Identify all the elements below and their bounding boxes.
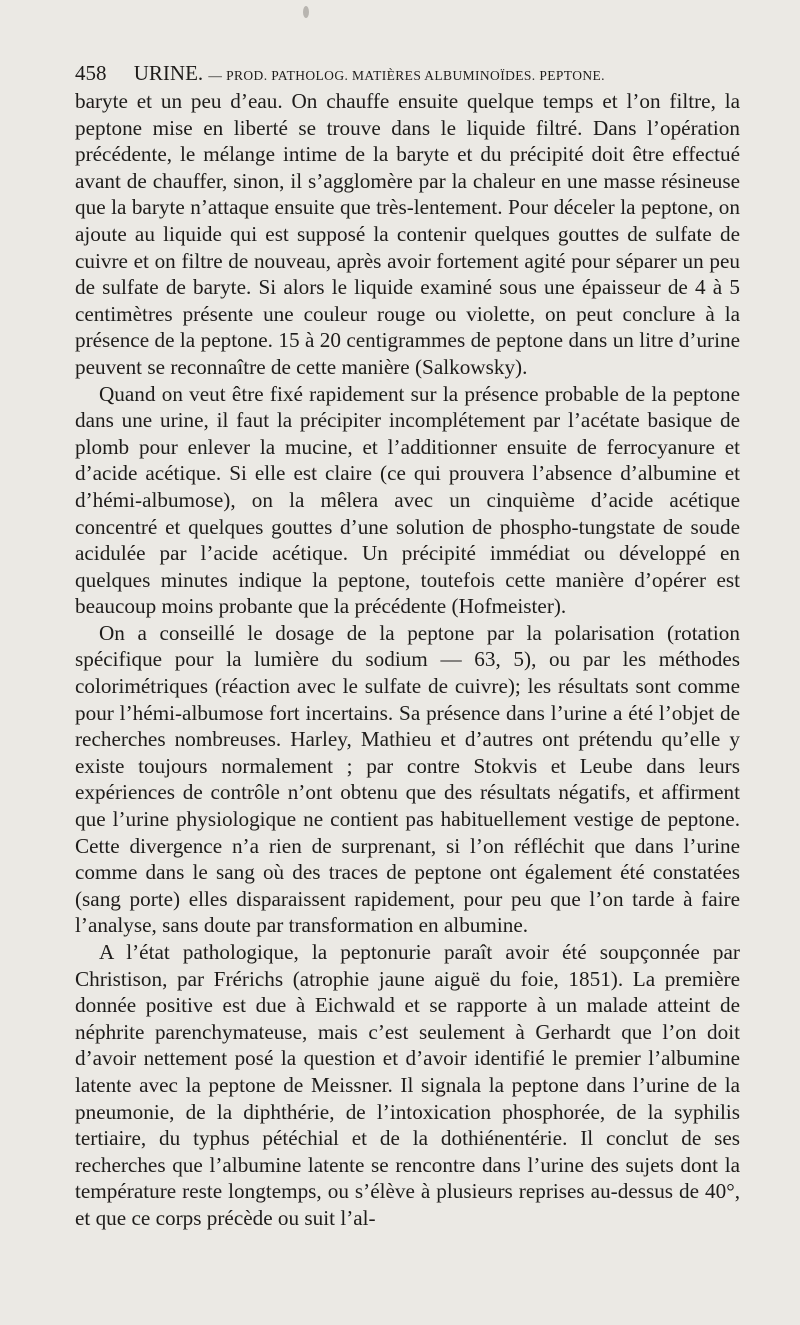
paragraph-1: baryte et un peu d’eau. On chauffe ensuite quelque temps et l’on filtre, la peptone mise en liberté se trouve dans le liquide filtré. Dans l’opération précédente, le mélange intime de la baryte et du précipité doit être effectué avant de chauffer, sinon, il s’agglomère par la chaleur en une masse résineuse que la baryte n’attaque ensuite que très-lentement. Pour déceler la peptone, on ajoute au liquide qui est supposé la contenir quelques gouttes de sulfate de cuivre et on filtre de nouveau, après avoir fortement agité pour séparer un peu de sulfate de baryte. Si alors le liquide examiné sous une épaisseur de 4 à 5 centimètres présente une couleur rouge ou violette, on peut conclure à la présence de la peptone. 15 à 20 centigrammes de peptone dans un litre d’urine peuvent se reconnaître de cette manière (Salkowsky). — [75, 89, 740, 379]
running-title: — PROD. PATHOLOG. MATIÈRES ALBUMINOÏDES. PEPTONE. — [208, 68, 605, 83]
running-header — [75, 58, 740, 88]
page-number: 458 — [75, 61, 107, 85]
paragraph-4: A l’état pathologique, la peptonurie paraît avoir été soupçonnée par Christison, par Frérichs (atrophie jaune aiguë du foie, 1851). La première donnée positive est due à Eichwald et se rapporte à un malade atteint de néphrite parenchymateuse, mais c’est seulement à Gerhardt que l’on doit d’avoir nettement posé la question et d’avoir identifié le premier l’albumine latente avec la peptone de Meissner. Il signala la peptone dans l’urine de la pneumonie, de la diphthérie, de l’intoxication phosphorée, de la syphilis tertiaire, du typhus pétéchial et de la dothiénentérie. Il conclut de ses recherches que l’albumine latente se rencontre dans l’urine des sujets dont la température reste longtemps, ou s’élève à plusieurs reprises au-dessus de 40°, et que ce corps précède ou suit l’al- — [75, 940, 740, 1230]
page-speck — [303, 6, 309, 18]
section-title: URINE. — [133, 61, 204, 85]
paragraph-3: On a conseillé le dosage de la peptone par la polarisation (rotation spécifique pour la lumière du sodium — 63, 5), ou par les méthodes colorimétriques (réaction avec le sulfate de cuivre); les résultats sont comme pour l’hémi-albumose fort incertains. Sa présence dans l’urine a été l’objet de recherches nombreuses. Harley, Mathieu et d’autres ont prétendu qu’elle y existe toujours normalement ; par contre Stokvis et Leube dans leurs expériences de contrôle n’ont obtenu que des résultats négatifs, et affirment que l’urine physiologique ne contient pas habituellement vestige de peptone. Cette divergence n’a rien de surprenant, si l’on réfléchit que dans l’urine comme dans le sang où des traces de peptone ont également été constatées (sang porte) elles disparaissent rapidement, pour peu que l’on tarde à faire l’analyse, sans doute par transformation en albumine. — [75, 620, 740, 938]
paragraph-2: Quand on veut être fixé rapidement sur la présence probable de la peptone dans une urine, il faut la précipiter incomplétement par l’acétate basique de plomb pour enlever la mucine, et l’additionner ensuite de ferrocyanure et d’acide acétique. Si elle est claire (ce qui prouvera l’absence d’albumine et d’hémi-albumose), on la mêlera avec un cinquième d’acide acétique concentré et quelques gouttes d’une solution de phospho-tungstate de soude acidulée par l’acide acétique. Un précipité immédiat ou développé en quelques minutes indique la peptone, toutefois cette manière d’opérer est beaucoup moins probante que la précédente (Hofmeister). — [75, 381, 740, 619]
body-text — [75, 88, 740, 1232]
